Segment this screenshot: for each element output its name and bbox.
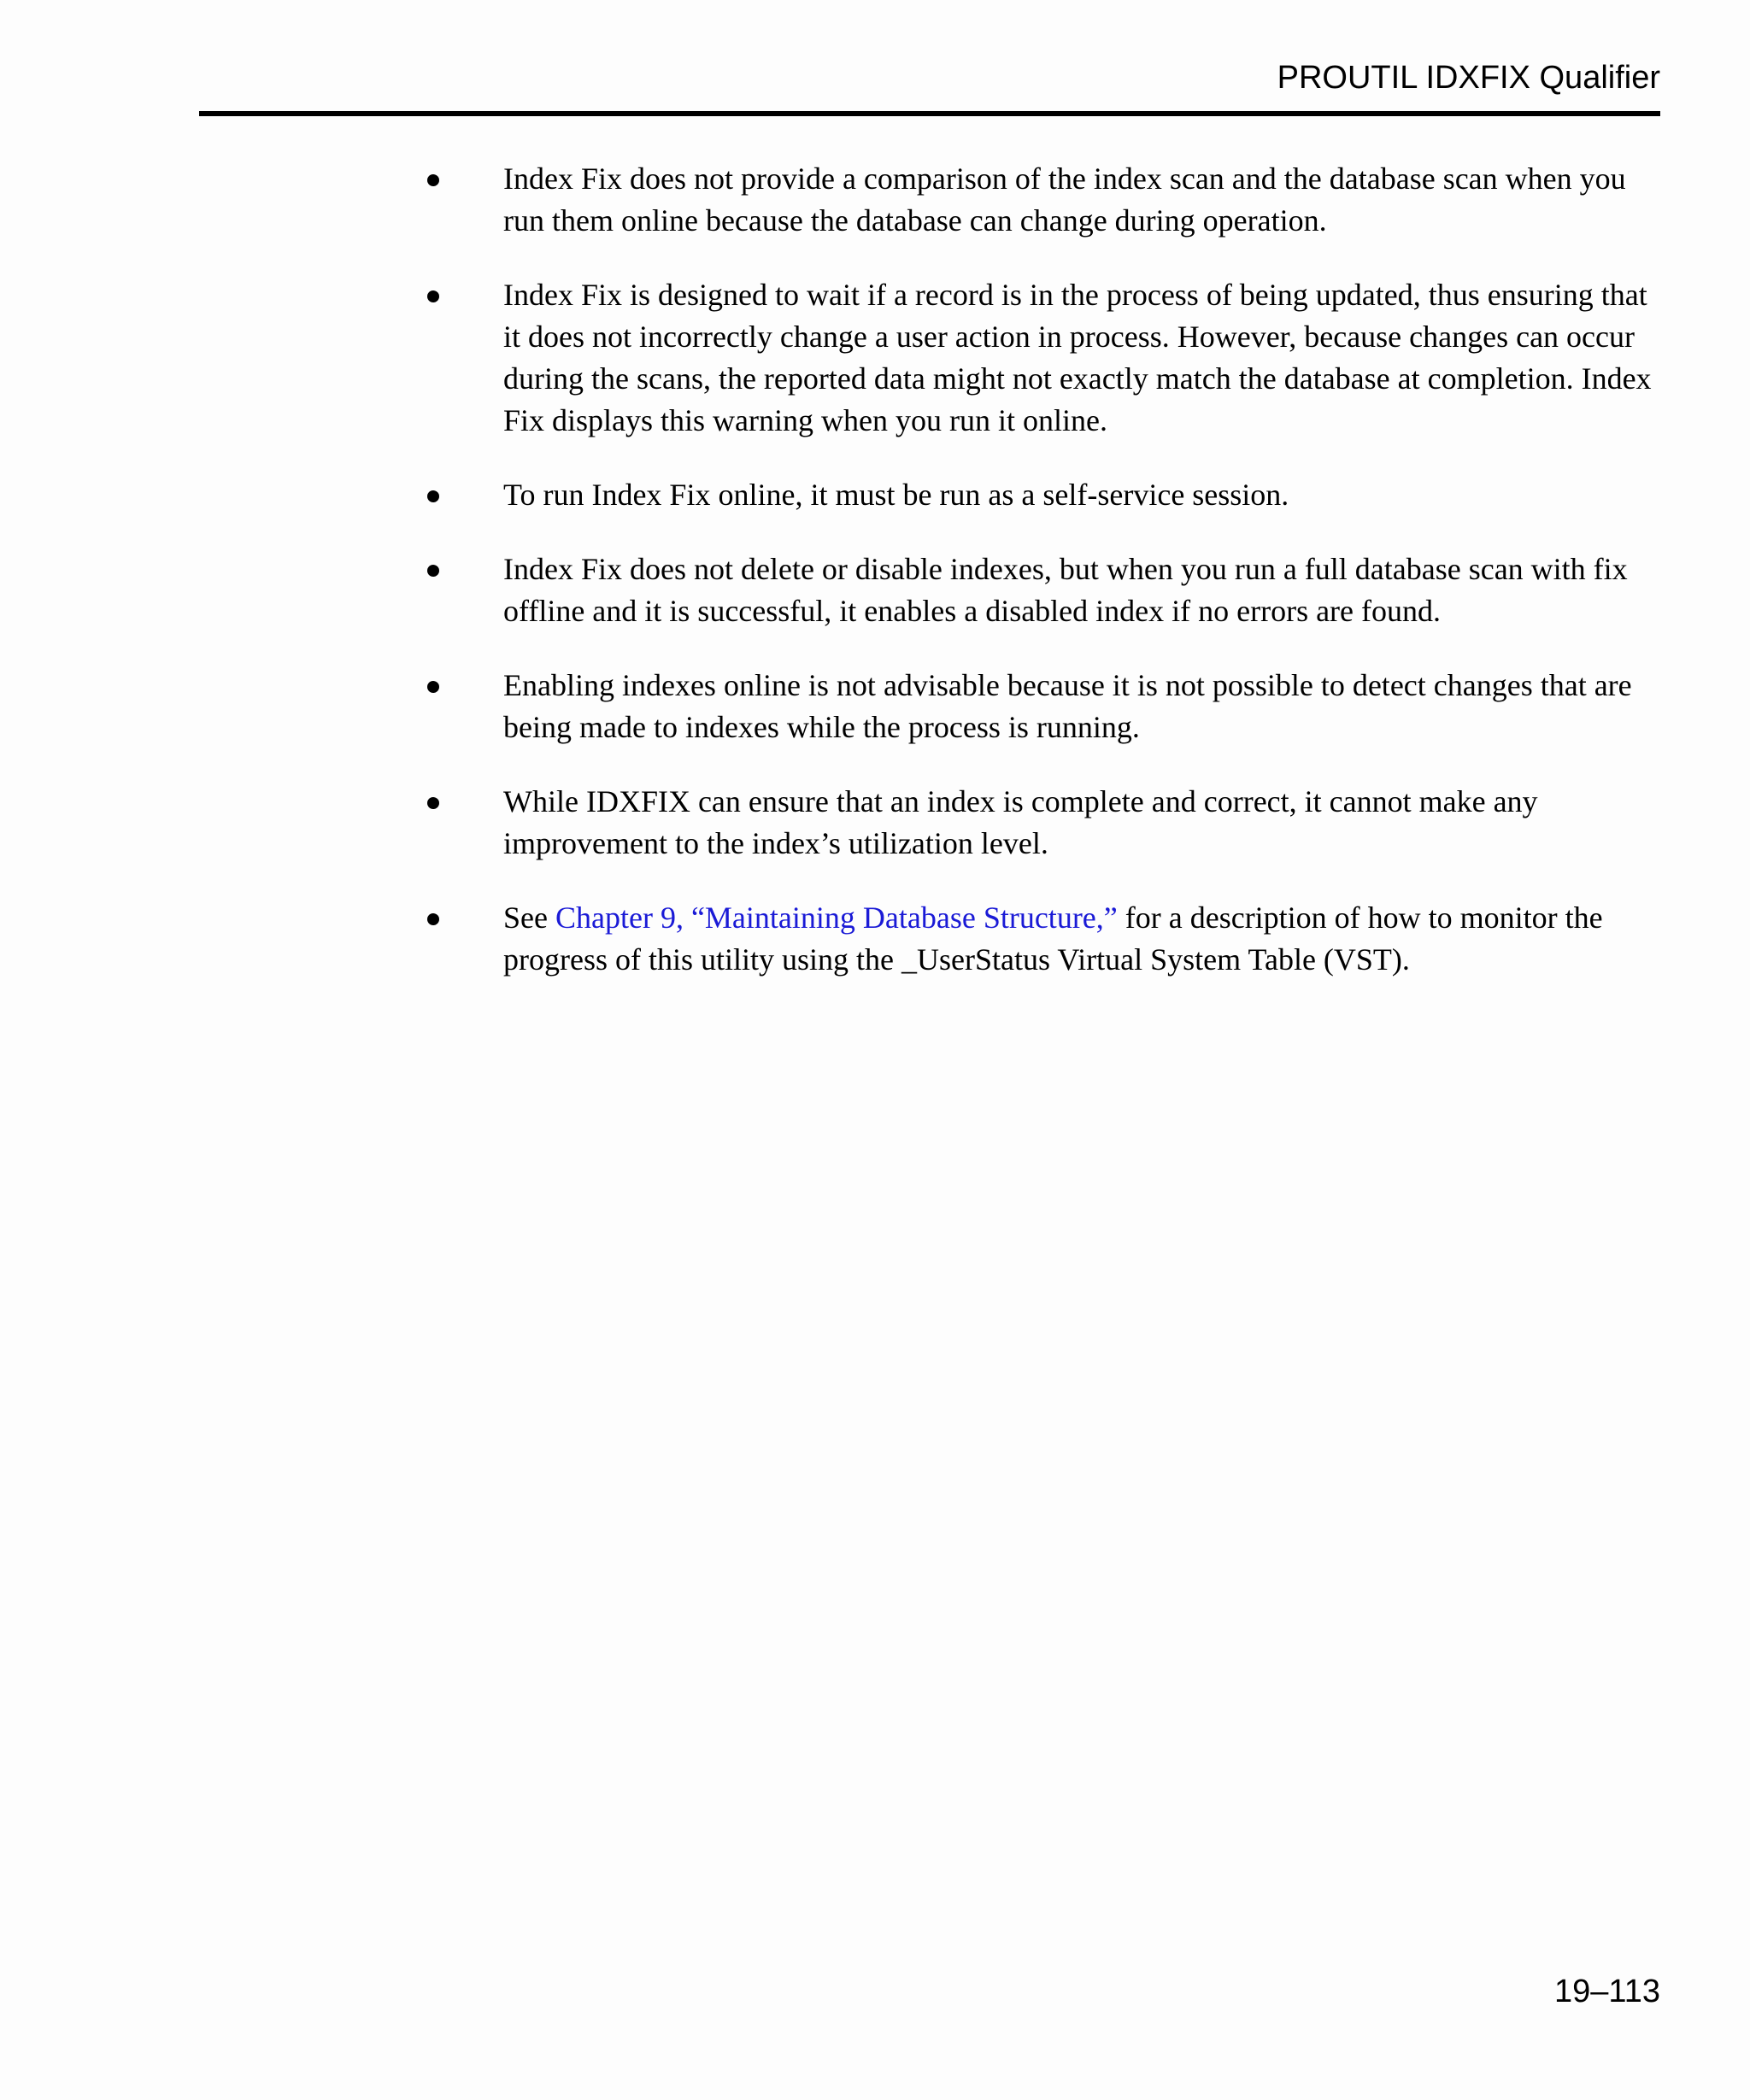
list-item <box>427 781 1666 865</box>
bullet-icon <box>427 174 439 186</box>
list-item-text: Enabling indexes online is not advisable because it is not possible to detect changes that are being made to indexes while the process is running. <box>503 668 1632 744</box>
bullet-icon <box>427 565 439 577</box>
bullet-list <box>427 158 1666 1013</box>
list-item <box>427 474 1666 516</box>
header-rule <box>199 111 1660 116</box>
reference-prefix: See <box>503 900 555 935</box>
page-number: 19–113 <box>1554 1974 1660 2009</box>
reference-suffix: for a description of how to monitor the progress of this utility using the _UserStatus Virtual System Table (VST). <box>503 900 1603 977</box>
page-header <box>199 0 1660 118</box>
list-item-chapter-reference <box>427 897 1666 981</box>
list-item-text: Index Fix does not delete or disable indexes, but when you run a full database scan with fix offline and it is successful, it enables a disabled index if no errors are found. <box>503 552 1628 628</box>
bullet-icon <box>427 681 439 693</box>
list-item-text <box>503 897 1666 981</box>
chapter-9-link[interactable]: Chapter 9, “Maintaining Database Structure,” <box>555 900 1118 935</box>
bullet-icon <box>427 913 439 925</box>
list-item <box>427 274 1666 442</box>
bullet-icon <box>427 490 439 502</box>
list-item-text: To run Index Fix online, it must be run as a self-service session. <box>503 478 1289 512</box>
list-item <box>427 548 1666 632</box>
list-item <box>427 665 1666 748</box>
bullet-icon <box>427 290 439 302</box>
list-item-text: While IDXFIX can ensure that an index is complete and correct, it cannot make any improvement to the index’s utilization level. <box>503 784 1538 860</box>
list-item <box>427 158 1666 242</box>
list-item-text: Index Fix is designed to wait if a record is in the process of being updated, thus ensuring that it does not incorrectly change a user action in process. However, because changes can occur during the scans, the reported data might not exactly match the database at completion. Index Fix displays this warning when you run it online. <box>503 278 1652 437</box>
list-item-text: Index Fix does not provide a comparison of the index scan and the database scan when you run them online because the database can change during operation. <box>503 161 1626 238</box>
running-header-title: PROUTIL IDXFIX Qualifier <box>1277 60 1660 96</box>
bullet-icon <box>427 797 439 809</box>
